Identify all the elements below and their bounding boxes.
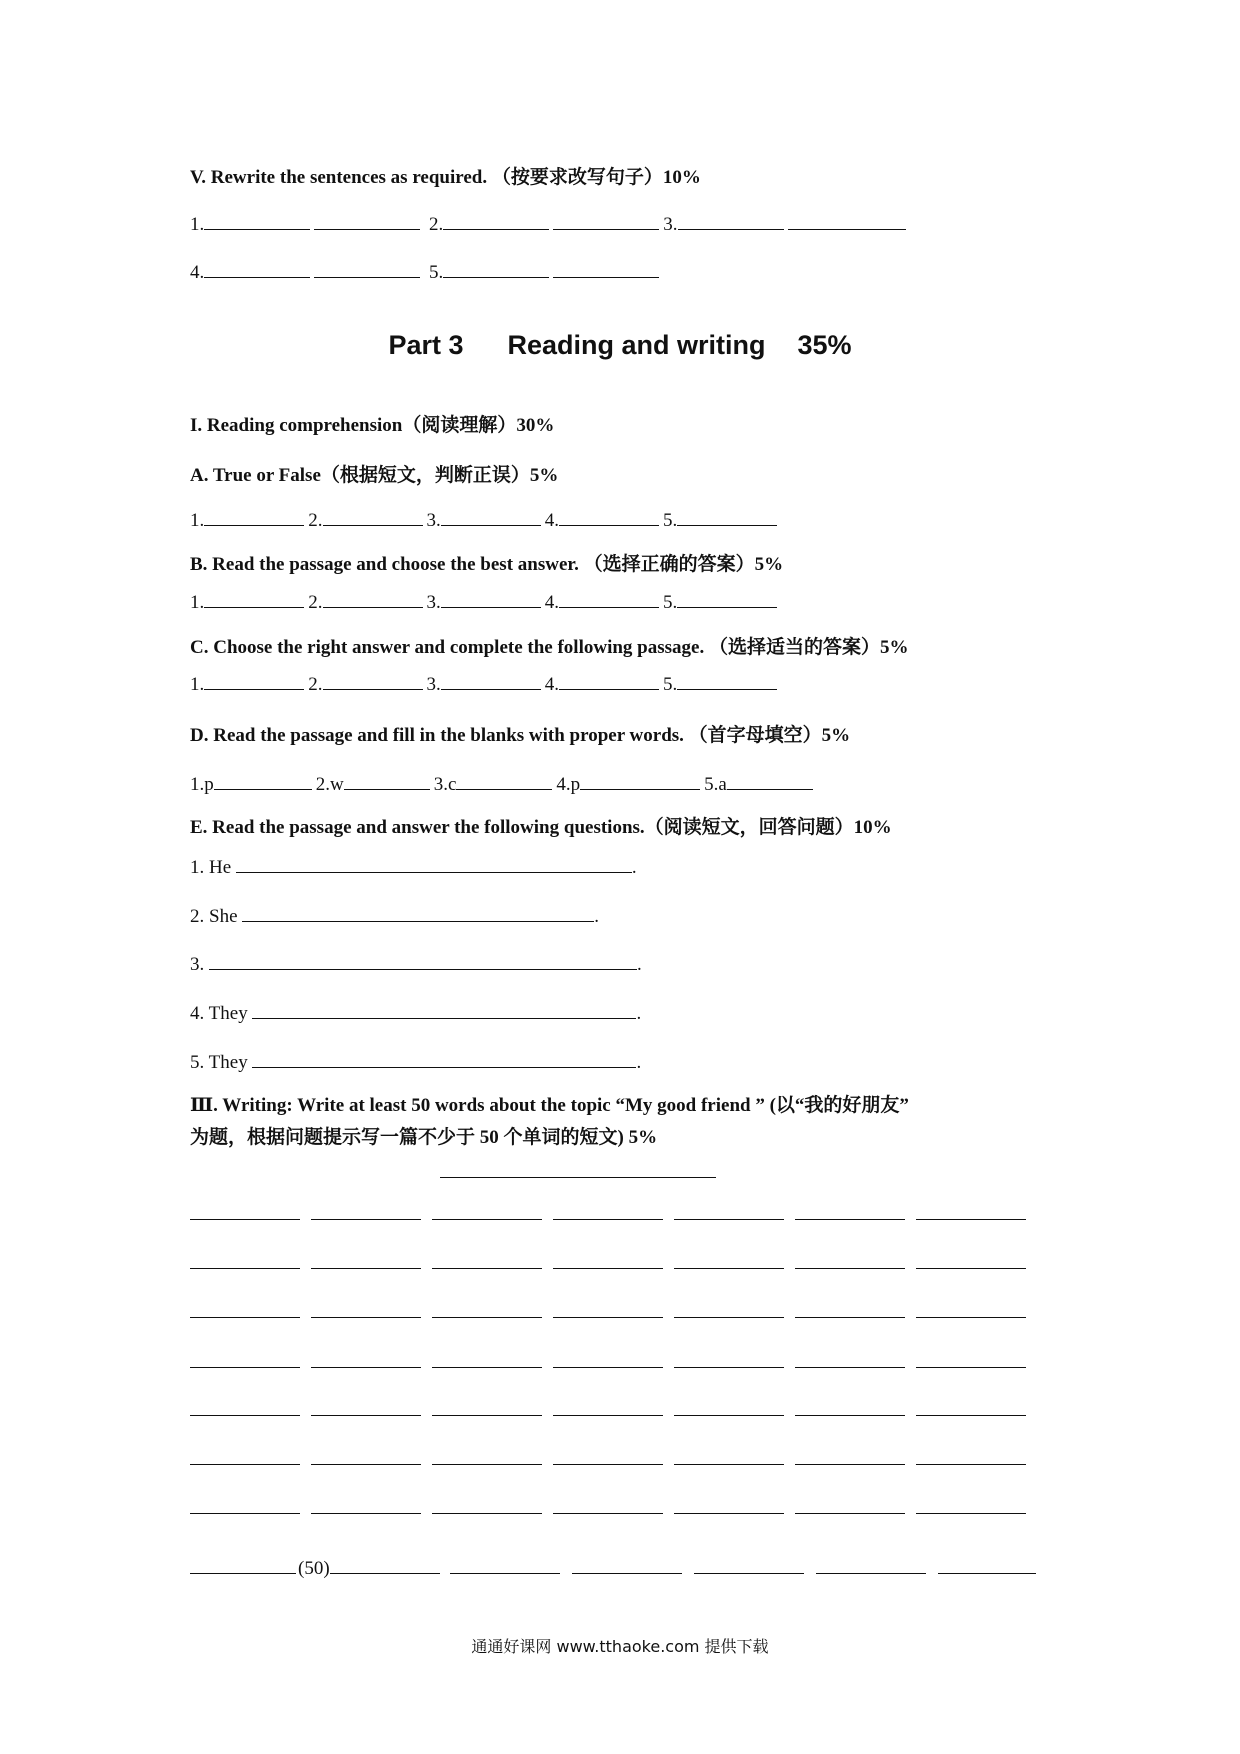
writing-blank[interactable] [674,1496,784,1514]
writing-blank[interactable] [674,1350,784,1368]
writing-title-blank[interactable] [440,1160,716,1178]
answer-number: 4. [190,262,205,283]
part-name: Reading and writing [507,330,766,360]
writing-blank[interactable] [311,1300,421,1318]
answer-period: . [594,906,599,927]
writing-blank[interactable] [553,1300,663,1318]
writing-blank[interactable] [795,1350,905,1368]
writing-blank[interactable] [190,1496,300,1514]
writing-blank[interactable] [330,1556,440,1574]
answer-number: 5. [663,510,678,531]
writing-blank[interactable] [795,1447,905,1465]
writing-blank[interactable] [694,1556,804,1574]
section-v-answer-row-2 [190,260,663,284]
answer-number: 4. [544,510,559,531]
answer-prefix: 5.a [704,774,727,795]
answer-blank[interactable] [553,212,659,230]
writing-blank[interactable] [795,1398,905,1416]
answer-number: 2. [308,592,323,613]
answer-number: 1. [190,592,205,613]
writing-blank[interactable] [450,1556,560,1574]
writing-blank[interactable] [938,1556,1036,1574]
answer-blank[interactable] [443,212,549,230]
answer-blank[interactable] [252,1001,636,1019]
answer-number: 4. [544,674,559,695]
writing-blank[interactable] [190,1398,300,1416]
answer-blank[interactable] [236,855,632,873]
answer-blank[interactable] [204,590,304,608]
writing-blank[interactable] [190,1202,300,1220]
answer-number: 1. [190,510,205,531]
writing-blank[interactable] [674,1251,784,1269]
answer-blank[interactable] [559,590,659,608]
writing-blank[interactable] [311,1202,421,1220]
part-3-title [0,330,1240,361]
answer-blank[interactable] [314,260,420,278]
writing-blank[interactable] [916,1300,1026,1318]
answer-blank[interactable] [214,772,312,790]
answer-blank[interactable] [323,590,423,608]
answer-number: 1. [190,214,205,235]
writing-blank[interactable] [311,1447,421,1465]
answer-number: 3. [426,592,441,613]
answer-number: 3. [426,674,441,695]
section-d-answers [190,772,817,796]
writing-heading-line-1: Ⅲ. Writing: Write at least 50 words about the topic “My good friend ” (以“我的好朋友” [190,1095,909,1116]
part-score: 35% [797,330,852,360]
section-v-answer-row-1 [190,212,910,236]
writing-blank[interactable] [190,1300,300,1318]
writing-blank[interactable] [795,1496,905,1514]
section-e-answer-3 [190,952,642,976]
writing-blank[interactable] [432,1350,542,1368]
answer-blank[interactable] [677,508,777,526]
answer-period: . [631,857,637,878]
writing-blank[interactable] [190,1556,296,1574]
answer-blank[interactable] [252,1050,636,1068]
writing-blank[interactable] [311,1496,421,1514]
answer-blank[interactable] [677,672,777,690]
answer-number: 3. [663,214,678,235]
writing-blank[interactable] [553,1447,663,1465]
answer-blank[interactable] [678,212,784,230]
answer-blank[interactable] [553,260,659,278]
writing-blank[interactable] [916,1202,1026,1220]
writing-blank[interactable] [311,1251,421,1269]
section-b-heading: B. Read the passage and choose the best answer. （选择正确的答案）5% [190,554,784,575]
section-e-answer-5 [190,1050,641,1074]
section-e-heading: E. Read the passage and answer the following questions.（阅读短文，回答问题）10% [190,817,892,838]
answer-blank[interactable] [580,772,700,790]
answer-prefix: 4. They [190,1003,248,1024]
writing-blank[interactable] [795,1251,905,1269]
section-a-heading: A. True or False（根据短文，判断正误）5% [190,465,559,486]
answer-number: 5. [663,592,678,613]
reading-heading: I. Reading comprehension（阅读理解）30% [190,415,555,436]
writing-blank[interactable] [553,1350,663,1368]
answer-prefix: 2. She [190,906,238,927]
writing-blank[interactable] [572,1556,682,1574]
answer-prefix: 4.p [556,774,581,795]
answer-number: 4. [544,592,559,613]
writing-blank[interactable] [916,1350,1026,1368]
writing-blank[interactable] [432,1398,542,1416]
writing-blank[interactable] [432,1300,542,1318]
answer-period: . [636,1052,642,1073]
section-d-heading: D. Read the passage and fill in the blanks with proper words. （首字母填空）5% [190,725,851,746]
answer-blank[interactable] [209,952,637,970]
answer-blank[interactable] [242,904,594,922]
answer-blank[interactable] [204,212,310,230]
answer-blank[interactable] [314,212,420,230]
answer-blank[interactable] [559,672,659,690]
answer-number: 3. [426,510,441,531]
writing-blank[interactable] [311,1398,421,1416]
writing-blank[interactable] [795,1202,905,1220]
answer-blank[interactable] [441,508,541,526]
answer-prefix: 5. They [190,1052,248,1073]
section-v-heading: V. Rewrite the sentences as required. （按要求改写句子）10% [190,167,701,188]
part-label: Part 3 [388,330,464,360]
writing-blank[interactable] [674,1202,784,1220]
answer-prefix: 3. [190,954,205,975]
writing-blank[interactable] [553,1496,663,1514]
section-a-answers [190,508,781,532]
answer-number: 2. [429,214,444,235]
answer-blank[interactable] [441,672,541,690]
writing-blank[interactable] [816,1556,926,1574]
writing-blank[interactable] [432,1447,542,1465]
section-c-heading: C. Choose the right answer and complete the following passage. （选择适当的答案）5% [190,637,909,658]
answer-blank[interactable] [441,590,541,608]
answer-blank[interactable] [443,260,549,278]
answer-blank[interactable] [204,260,310,278]
answer-blank[interactable] [323,508,423,526]
answer-number: 5. [429,262,444,283]
writing-blank[interactable] [190,1350,300,1368]
answer-number: 2. [308,674,323,695]
answer-prefix: 2.w [315,774,344,795]
answer-blank[interactable] [344,772,430,790]
writing-blank[interactable] [190,1251,300,1269]
section-c-answers [190,672,781,696]
writing-blank[interactable] [432,1202,542,1220]
writing-blank[interactable] [916,1251,1026,1269]
writing-blank[interactable] [553,1251,663,1269]
answer-blank[interactable] [204,508,304,526]
writing-blank[interactable] [553,1398,663,1416]
section-b-answers [190,590,781,614]
answer-period: . [636,1003,642,1024]
answer-blank[interactable] [323,672,423,690]
answer-blank[interactable] [677,590,777,608]
writing-blank[interactable] [674,1300,784,1318]
writing-last-row [190,1556,1036,1580]
writing-blank[interactable] [553,1202,663,1220]
writing-blank[interactable] [916,1398,1026,1416]
answer-number: 5. [663,674,678,695]
writing-blank[interactable] [674,1398,784,1416]
writing-blank[interactable] [432,1496,542,1514]
answer-blank[interactable] [204,672,304,690]
writing-blank[interactable] [795,1300,905,1318]
answer-blank[interactable] [456,772,552,790]
writing-blank[interactable] [674,1447,784,1465]
answer-prefix: 1.p [190,774,214,795]
answer-number: 2. [308,510,323,531]
answer-prefix: 3.c [433,774,457,795]
answer-number: 1. [190,674,205,695]
answer-period: . [637,954,642,975]
page-footer: 通通好课网 www.tthaoke.com 提供下载 [471,1637,769,1656]
writing-heading-line-2: 为题，根据问题提示写一篇不少于 50 个单词的短文) 5% [190,1127,658,1148]
writing-blank[interactable] [916,1496,1026,1514]
answer-blank[interactable] [559,508,659,526]
writing-blank[interactable] [311,1350,421,1368]
answer-prefix: 1. He [190,857,232,878]
answer-blank[interactable] [788,212,906,230]
writing-blank[interactable] [190,1447,300,1465]
section-e-answer-2 [190,904,599,928]
writing-blank[interactable] [916,1447,1026,1465]
section-e-answer-4 [190,1001,641,1025]
word-count-marker: (50) [298,1558,330,1579]
answer-blank[interactable] [727,772,813,790]
section-e-answer-1 [190,855,637,879]
writing-blank[interactable] [432,1251,542,1269]
